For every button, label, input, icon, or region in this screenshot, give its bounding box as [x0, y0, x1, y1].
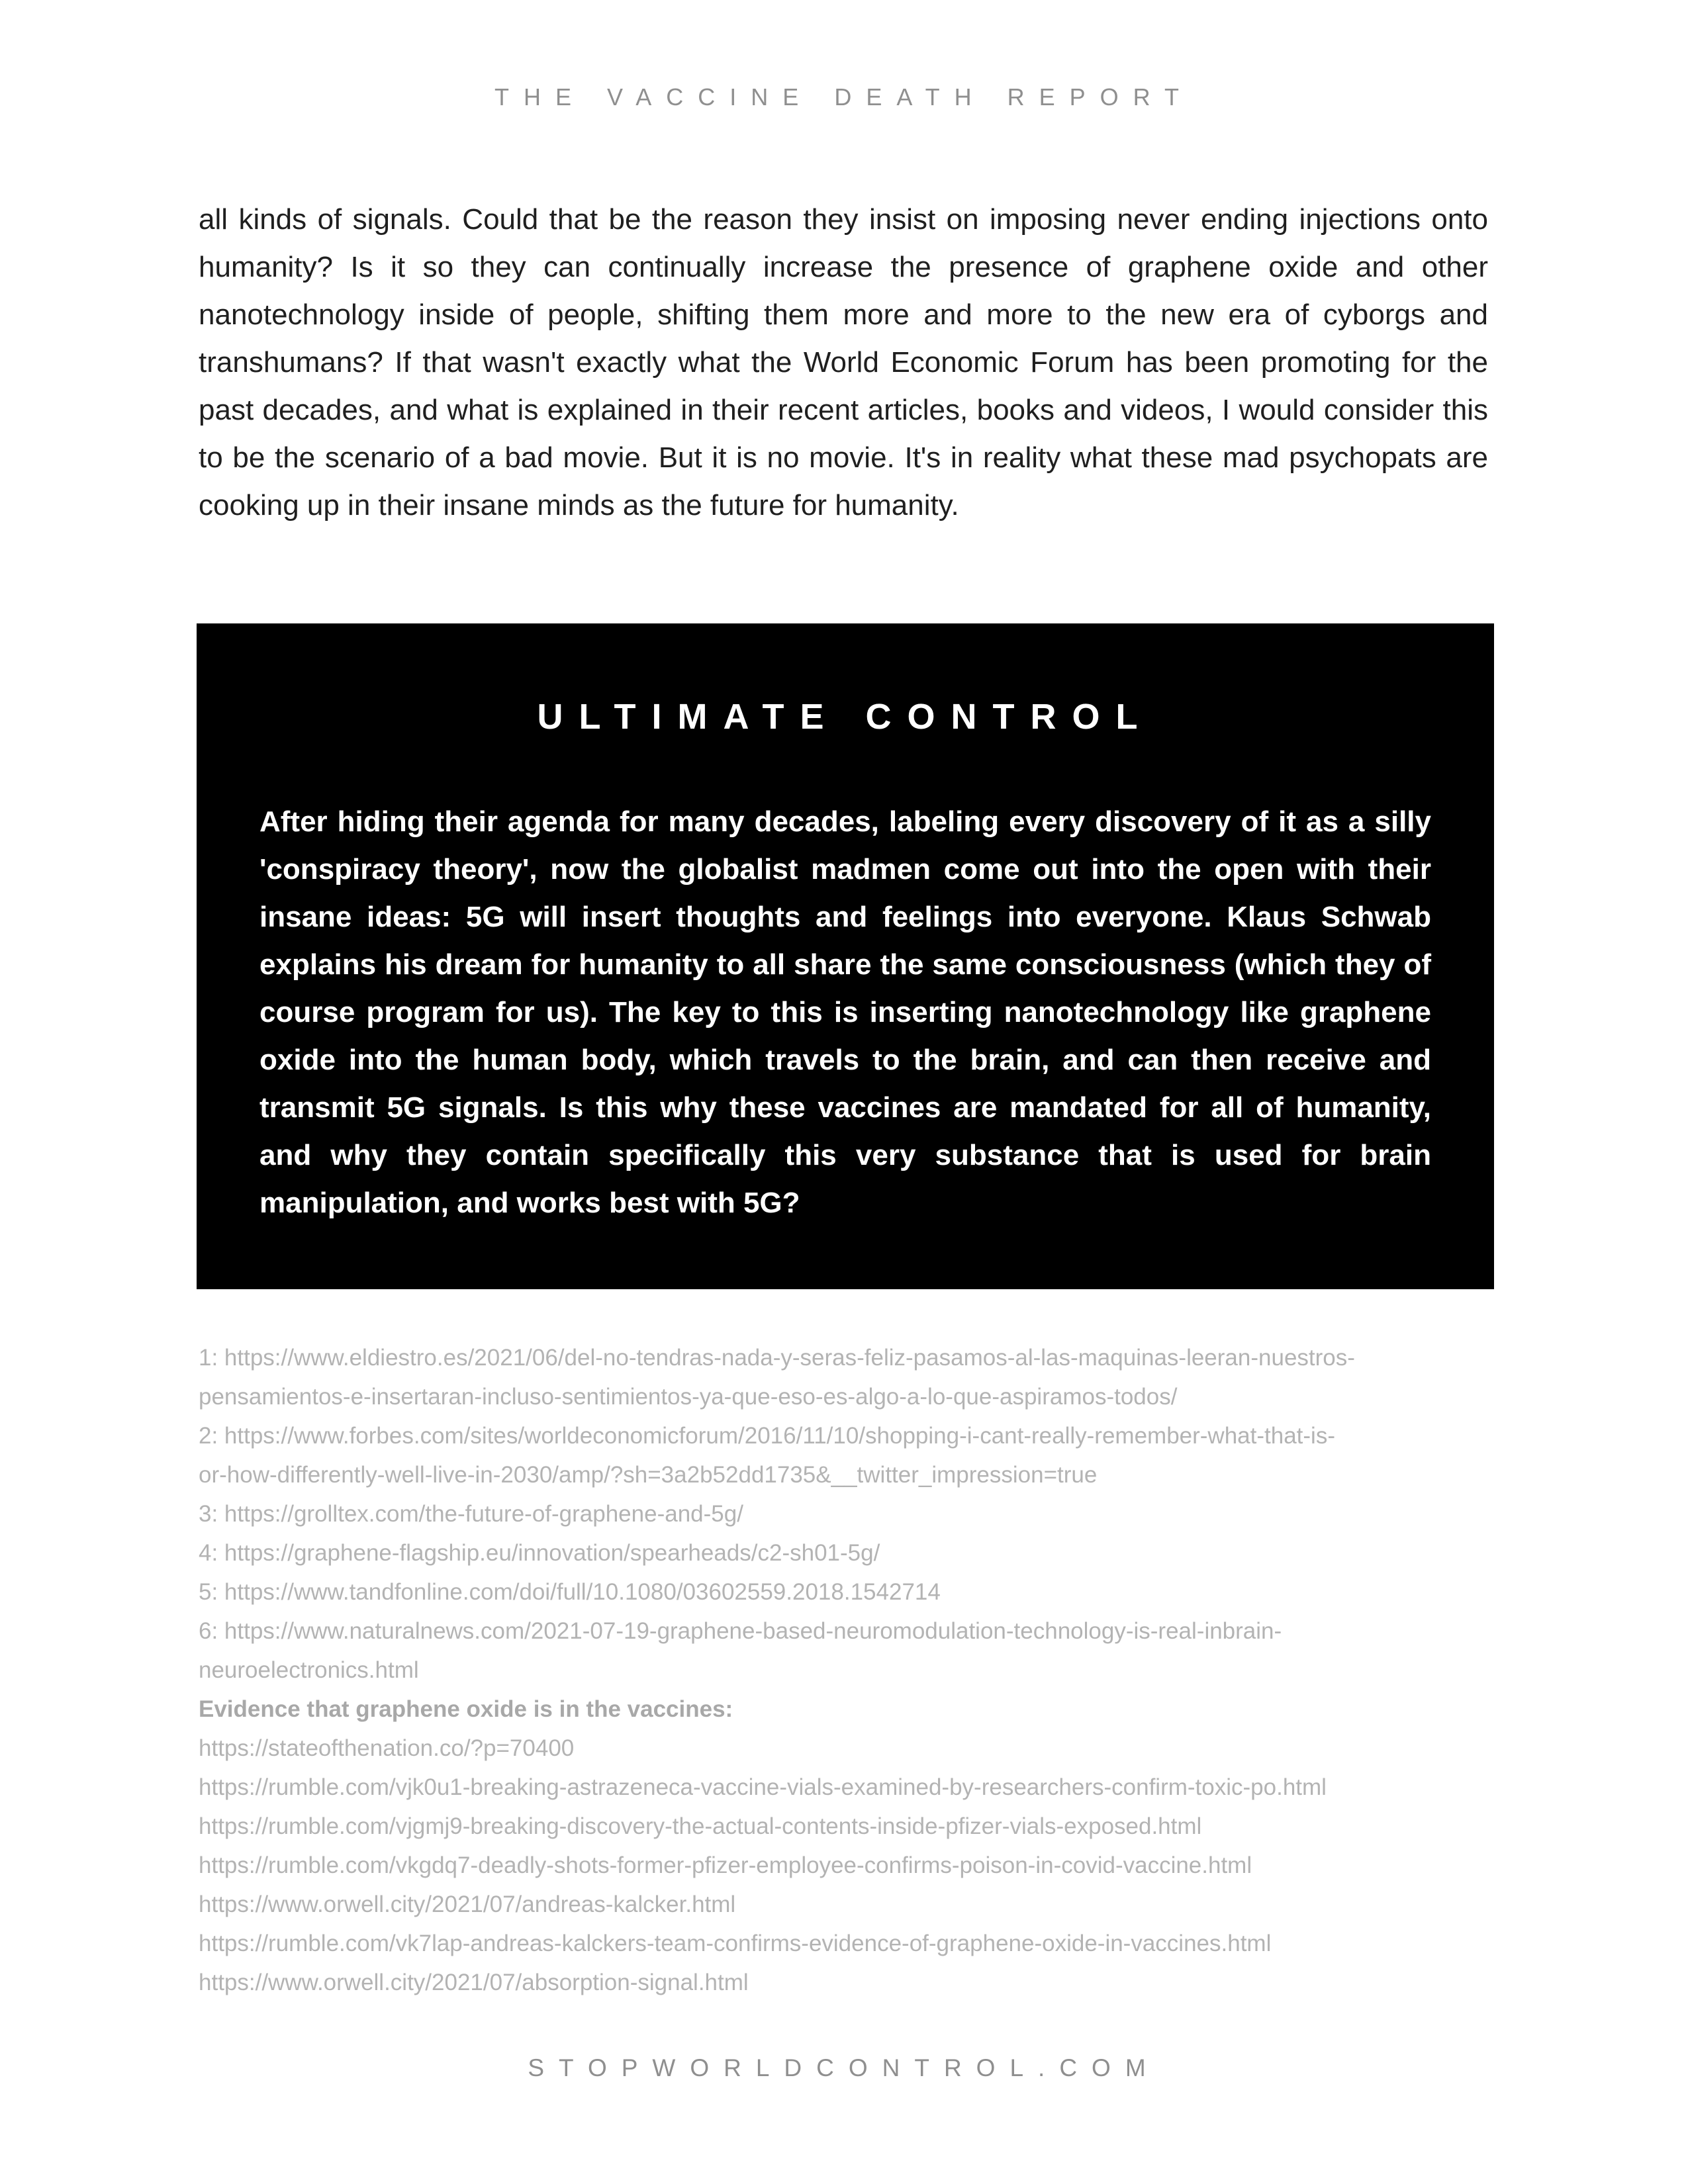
callout-body: After hiding their agenda for many decades, labeling every discovery of it as a silly 'conspiracy theory', now the globalist madmen come out into the open with their insane ideas: 5G will insert thoughts and feelings into everyone. Klaus Schwab explains his dream for humanity to all share the same consciousness (which they of course program for us). The key to this is inserting nanotechnology like graphene oxide into the human body, which travels to the brain, and can then receive and transmit 5G signals. Is this why these vaccines are mandated for all of humanity, and why they contain specifically this very substance that is used for brain manipulation, and works best with 5G?	[259, 805, 1431, 1219]
reference-line[interactable]: 4: https://graphene-flagship.eu/innovation/spearheads/c2-sh01-5g/	[199, 1540, 880, 1566]
evidence-link[interactable]: https://rumble.com/vjk0u1-breaking-astrazeneca-vaccine-vials-examined-by-researchers-confirm-toxic-po.html	[199, 1774, 1327, 1800]
evidence-heading: Evidence that graphene oxide is in the vaccines:	[199, 1696, 733, 1722]
reference-line[interactable]: 3: https://grolltex.com/the-future-of-graphene-and-5g/	[199, 1501, 743, 1527]
intro-paragraph: all kinds of signals. Could that be the reason they insist on imposing never ending injections onto humanity? Is it so they can continually increase the presence of graphene oxide and other nanotechnology inside of people, shifting them more and more to the new era of cyborgs and transhumans? If that wasn't exactly what the World Economic Forum has been promoting for the past decades, and what is explained in their recent articles, books and videos, I would consider this to be the scenario of a bad movie. But it is no movie. It's in reality what these mad psychopats are cooking up in their insane minds as the future for humanity.	[199, 203, 1488, 522]
evidence-link[interactable]: https://rumble.com/vkgdq7-deadly-shots-former-pfizer-employee-confirms-poison-in-covid-vaccine.html	[199, 1852, 1252, 1878]
references-list	[199, 1338, 1488, 2002]
reference-line[interactable]: 1: https://www.eldiestro.es/2021/06/del-no-tendras-nada-y-seras-feliz-pasamos-al-las-maquinas-leeran-nuestros-	[199, 1345, 1355, 1371]
reference-line[interactable]: 2: https://www.forbes.com/sites/worldeconomicforum/2016/11/10/shopping-i-cant-really-remember-what-that-is-	[199, 1423, 1335, 1449]
reference-line[interactable]: 6: https://www.naturalnews.com/2021-07-19-graphene-based-neuromodulation-technology-is-real-inbrain-	[199, 1618, 1282, 1644]
callout-title: ULTIMATE CONTROL	[537, 697, 1154, 737]
page-footer-site: STOPWORLDCONTROL.COM	[528, 2054, 1160, 2081]
ultimate-control-callout	[197, 623, 1494, 1289]
evidence-link[interactable]: https://rumble.com/vk7lap-andreas-kalckers-team-confirms-evidence-of-graphene-oxide-in-vaccines.html	[199, 1931, 1272, 1956]
evidence-link[interactable]: https://www.orwell.city/2021/07/absorption-signal.html	[199, 1970, 749, 1995]
reference-line[interactable]: 5: https://www.tandfonline.com/doi/full/10.1080/03602559.2018.1542714	[199, 1579, 941, 1605]
page-header-title: THE VACCINE DEATH REPORT	[494, 83, 1194, 111]
reference-line[interactable]: neuroelectronics.html	[199, 1657, 419, 1683]
evidence-link[interactable]: https://stateofthenation.co/?p=70400	[199, 1735, 575, 1761]
reference-line[interactable]: or-how-differently-well-live-in-2030/amp/?sh=3a2b52dd1735&__twitter_impression=true	[199, 1462, 1098, 1488]
evidence-link[interactable]: https://www.orwell.city/2021/07/andreas-kalcker.html	[199, 1891, 736, 1917]
reference-line[interactable]: pensamientos-e-insertaran-incluso-sentimientos-ya-que-eso-es-algo-a-lo-que-aspiramos-todos/	[199, 1384, 1178, 1410]
evidence-link[interactable]: https://rumble.com/vjgmj9-breaking-discovery-the-actual-contents-inside-pfizer-vials-exposed.html	[199, 1813, 1202, 1839]
